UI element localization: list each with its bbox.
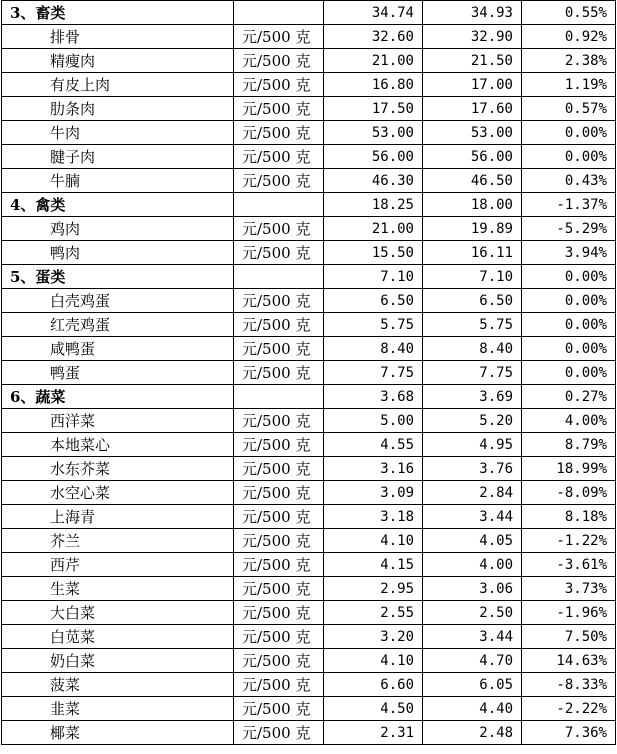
previous-price-cell: 4.10 bbox=[324, 649, 423, 673]
current-price-cell: 5.20 bbox=[423, 409, 522, 433]
current-price-cell: 19.89 bbox=[423, 217, 522, 241]
item-name-cell: 排骨 bbox=[2, 25, 234, 49]
current-price-cell: 3.69 bbox=[423, 385, 522, 409]
current-price-cell: 3.76 bbox=[423, 457, 522, 481]
current-price-cell: 46.50 bbox=[423, 169, 522, 193]
current-price-cell: 53.00 bbox=[423, 121, 522, 145]
previous-price-cell: 53.00 bbox=[324, 121, 423, 145]
previous-price-cell: 46.30 bbox=[324, 169, 423, 193]
unit-cell bbox=[234, 1, 324, 25]
unit-cell: 元/500 克 bbox=[234, 25, 324, 49]
item-name-cell: 西洋菜 bbox=[2, 409, 234, 433]
current-price-cell: 7.75 bbox=[423, 361, 522, 385]
current-price-cell: 4.40 bbox=[423, 697, 522, 721]
table-row bbox=[2, 649, 616, 673]
change-percent-cell: 0.00% bbox=[522, 289, 616, 313]
previous-price-cell: 4.15 bbox=[324, 553, 423, 577]
change-percent-cell: 0.00% bbox=[522, 121, 616, 145]
category-row bbox=[2, 1, 616, 25]
unit-cell: 元/500 克 bbox=[234, 241, 324, 265]
change-percent-cell: 0.00% bbox=[522, 265, 616, 289]
table-row bbox=[2, 241, 616, 265]
change-percent-cell: 0.00% bbox=[522, 337, 616, 361]
item-name-cell: 奶白菜 bbox=[2, 649, 234, 673]
change-percent-cell: 3.94% bbox=[522, 241, 616, 265]
unit-cell: 元/500 克 bbox=[234, 49, 324, 73]
current-price-cell: 2.50 bbox=[423, 601, 522, 625]
change-percent-cell: -2.22% bbox=[522, 697, 616, 721]
previous-price-cell: 7.10 bbox=[324, 265, 423, 289]
unit-cell: 元/500 克 bbox=[234, 433, 324, 457]
change-percent-cell: 2.38% bbox=[522, 49, 616, 73]
table-row bbox=[2, 697, 616, 721]
unit-cell bbox=[234, 193, 324, 217]
item-name-cell: 红壳鸡蛋 bbox=[2, 313, 234, 337]
table-row bbox=[2, 529, 616, 553]
unit-cell: 元/500 克 bbox=[234, 529, 324, 553]
previous-price-cell: 2.31 bbox=[324, 721, 423, 745]
current-price-cell: 16.11 bbox=[423, 241, 522, 265]
change-percent-cell: 0.00% bbox=[522, 361, 616, 385]
category-row bbox=[2, 193, 616, 217]
unit-cell bbox=[234, 265, 324, 289]
table-row bbox=[2, 673, 616, 697]
change-percent-cell: 3.73% bbox=[522, 577, 616, 601]
unit-cell: 元/500 克 bbox=[234, 649, 324, 673]
table-row bbox=[2, 313, 616, 337]
previous-price-cell: 3.20 bbox=[324, 625, 423, 649]
change-percent-cell: 0.00% bbox=[522, 145, 616, 169]
unit-cell: 元/500 克 bbox=[234, 553, 324, 577]
change-percent-cell: -8.33% bbox=[522, 673, 616, 697]
change-percent-cell: 1.19% bbox=[522, 73, 616, 97]
table-row bbox=[2, 433, 616, 457]
price-table-body bbox=[2, 1, 616, 745]
change-percent-cell: 7.50% bbox=[522, 625, 616, 649]
table-row bbox=[2, 97, 616, 121]
change-percent-cell: 4.00% bbox=[522, 409, 616, 433]
current-price-cell: 4.05 bbox=[423, 529, 522, 553]
table-row bbox=[2, 505, 616, 529]
item-name-cell: 鸭蛋 bbox=[2, 361, 234, 385]
current-price-cell: 32.90 bbox=[423, 25, 522, 49]
table-row bbox=[2, 457, 616, 481]
unit-cell: 元/500 克 bbox=[234, 577, 324, 601]
category-name-cell: 6、蔬菜 bbox=[2, 385, 234, 409]
current-price-cell: 3.44 bbox=[423, 505, 522, 529]
previous-price-cell: 4.50 bbox=[324, 697, 423, 721]
previous-price-cell: 4.55 bbox=[324, 433, 423, 457]
current-price-cell: 2.48 bbox=[423, 721, 522, 745]
category-row bbox=[2, 385, 616, 409]
unit-cell: 元/500 克 bbox=[234, 361, 324, 385]
change-percent-cell: 0.57% bbox=[522, 97, 616, 121]
item-name-cell: 大白菜 bbox=[2, 601, 234, 625]
category-name-cell: 5、蛋类 bbox=[2, 265, 234, 289]
table-row bbox=[2, 337, 616, 361]
table-row bbox=[2, 121, 616, 145]
current-price-cell: 17.00 bbox=[423, 73, 522, 97]
previous-price-cell: 7.75 bbox=[324, 361, 423, 385]
item-name-cell: 鸭肉 bbox=[2, 241, 234, 265]
unit-cell: 元/500 克 bbox=[234, 625, 324, 649]
item-name-cell: 咸鸭蛋 bbox=[2, 337, 234, 361]
previous-price-cell: 6.50 bbox=[324, 289, 423, 313]
unit-cell: 元/500 克 bbox=[234, 457, 324, 481]
unit-cell: 元/500 克 bbox=[234, 481, 324, 505]
table-row bbox=[2, 361, 616, 385]
previous-price-cell: 16.80 bbox=[324, 73, 423, 97]
unit-cell: 元/500 克 bbox=[234, 97, 324, 121]
unit-cell: 元/500 克 bbox=[234, 289, 324, 313]
unit-cell bbox=[234, 385, 324, 409]
previous-price-cell: 3.09 bbox=[324, 481, 423, 505]
change-percent-cell: -3.61% bbox=[522, 553, 616, 577]
item-name-cell: 有皮上肉 bbox=[2, 73, 234, 97]
change-percent-cell: -1.22% bbox=[522, 529, 616, 553]
previous-price-cell: 3.18 bbox=[324, 505, 423, 529]
item-name-cell: 本地菜心 bbox=[2, 433, 234, 457]
previous-price-cell: 2.95 bbox=[324, 577, 423, 601]
change-percent-cell: -1.96% bbox=[522, 601, 616, 625]
item-name-cell: 鸡肉 bbox=[2, 217, 234, 241]
current-price-cell: 3.44 bbox=[423, 625, 522, 649]
item-name-cell: 上海青 bbox=[2, 505, 234, 529]
previous-price-cell: 2.55 bbox=[324, 601, 423, 625]
category-name-cell: 4、禽类 bbox=[2, 193, 234, 217]
current-price-cell: 6.05 bbox=[423, 673, 522, 697]
current-price-cell: 7.10 bbox=[423, 265, 522, 289]
unit-cell: 元/500 克 bbox=[234, 313, 324, 337]
previous-price-cell: 5.75 bbox=[324, 313, 423, 337]
change-percent-cell: -8.09% bbox=[522, 481, 616, 505]
current-price-cell: 8.40 bbox=[423, 337, 522, 361]
current-price-cell: 34.93 bbox=[423, 1, 522, 25]
previous-price-cell: 56.00 bbox=[324, 145, 423, 169]
current-price-cell: 3.06 bbox=[423, 577, 522, 601]
current-price-cell: 4.00 bbox=[423, 553, 522, 577]
item-name-cell: 白苋菜 bbox=[2, 625, 234, 649]
unit-cell: 元/500 克 bbox=[234, 505, 324, 529]
unit-cell: 元/500 克 bbox=[234, 409, 324, 433]
item-name-cell: 白壳鸡蛋 bbox=[2, 289, 234, 313]
change-percent-cell: 0.43% bbox=[522, 169, 616, 193]
table-row bbox=[2, 601, 616, 625]
item-name-cell: 肋条肉 bbox=[2, 97, 234, 121]
item-name-cell: 生菜 bbox=[2, 577, 234, 601]
change-percent-cell: 0.55% bbox=[522, 1, 616, 25]
previous-price-cell: 18.25 bbox=[324, 193, 423, 217]
previous-price-cell: 34.74 bbox=[324, 1, 423, 25]
unit-cell: 元/500 克 bbox=[234, 169, 324, 193]
previous-price-cell: 8.40 bbox=[324, 337, 423, 361]
current-price-cell: 6.50 bbox=[423, 289, 522, 313]
price-table bbox=[1, 0, 616, 745]
table-row bbox=[2, 409, 616, 433]
unit-cell: 元/500 克 bbox=[234, 673, 324, 697]
item-name-cell: 椰菜 bbox=[2, 721, 234, 745]
table-row bbox=[2, 481, 616, 505]
unit-cell: 元/500 克 bbox=[234, 121, 324, 145]
unit-cell: 元/500 克 bbox=[234, 697, 324, 721]
current-price-cell: 56.00 bbox=[423, 145, 522, 169]
current-price-cell: 5.75 bbox=[423, 313, 522, 337]
current-price-cell: 18.00 bbox=[423, 193, 522, 217]
item-name-cell: 水空心菜 bbox=[2, 481, 234, 505]
change-percent-cell: -5.29% bbox=[522, 217, 616, 241]
table-row bbox=[2, 721, 616, 745]
change-percent-cell: 0.00% bbox=[522, 313, 616, 337]
table-row bbox=[2, 289, 616, 313]
item-name-cell: 西芹 bbox=[2, 553, 234, 577]
change-percent-cell: 18.99% bbox=[522, 457, 616, 481]
current-price-cell: 17.60 bbox=[423, 97, 522, 121]
current-price-cell: 21.50 bbox=[423, 49, 522, 73]
change-percent-cell: 7.36% bbox=[522, 721, 616, 745]
previous-price-cell: 5.00 bbox=[324, 409, 423, 433]
unit-cell: 元/500 克 bbox=[234, 337, 324, 361]
table-row bbox=[2, 217, 616, 241]
unit-cell: 元/500 克 bbox=[234, 601, 324, 625]
table-row bbox=[2, 145, 616, 169]
item-name-cell: 芥兰 bbox=[2, 529, 234, 553]
unit-cell: 元/500 克 bbox=[234, 721, 324, 745]
item-name-cell: 水东芥菜 bbox=[2, 457, 234, 481]
previous-price-cell: 3.68 bbox=[324, 385, 423, 409]
change-percent-cell: 8.18% bbox=[522, 505, 616, 529]
table-row bbox=[2, 49, 616, 73]
table-row bbox=[2, 577, 616, 601]
unit-cell: 元/500 克 bbox=[234, 145, 324, 169]
previous-price-cell: 15.50 bbox=[324, 241, 423, 265]
previous-price-cell: 17.50 bbox=[324, 97, 423, 121]
table-row bbox=[2, 169, 616, 193]
change-percent-cell: 0.27% bbox=[522, 385, 616, 409]
item-name-cell: 腱子肉 bbox=[2, 145, 234, 169]
table-row bbox=[2, 73, 616, 97]
table-row bbox=[2, 625, 616, 649]
current-price-cell: 4.95 bbox=[423, 433, 522, 457]
item-name-cell: 韭菜 bbox=[2, 697, 234, 721]
category-name-cell: 3、畜类 bbox=[2, 1, 234, 25]
item-name-cell: 牛肉 bbox=[2, 121, 234, 145]
previous-price-cell: 4.10 bbox=[324, 529, 423, 553]
item-name-cell: 菠菜 bbox=[2, 673, 234, 697]
table-row bbox=[2, 25, 616, 49]
current-price-cell: 4.70 bbox=[423, 649, 522, 673]
table-row bbox=[2, 553, 616, 577]
change-percent-cell: 14.63% bbox=[522, 649, 616, 673]
previous-price-cell: 32.60 bbox=[324, 25, 423, 49]
unit-cell: 元/500 克 bbox=[234, 217, 324, 241]
item-name-cell: 精瘦肉 bbox=[2, 49, 234, 73]
current-price-cell: 2.84 bbox=[423, 481, 522, 505]
change-percent-cell: 0.92% bbox=[522, 25, 616, 49]
change-percent-cell: 8.79% bbox=[522, 433, 616, 457]
previous-price-cell: 6.60 bbox=[324, 673, 423, 697]
category-row bbox=[2, 265, 616, 289]
item-name-cell: 牛腩 bbox=[2, 169, 234, 193]
previous-price-cell: 3.16 bbox=[324, 457, 423, 481]
change-percent-cell: -1.37% bbox=[522, 193, 616, 217]
previous-price-cell: 21.00 bbox=[324, 49, 423, 73]
unit-cell: 元/500 克 bbox=[234, 73, 324, 97]
previous-price-cell: 21.00 bbox=[324, 217, 423, 241]
